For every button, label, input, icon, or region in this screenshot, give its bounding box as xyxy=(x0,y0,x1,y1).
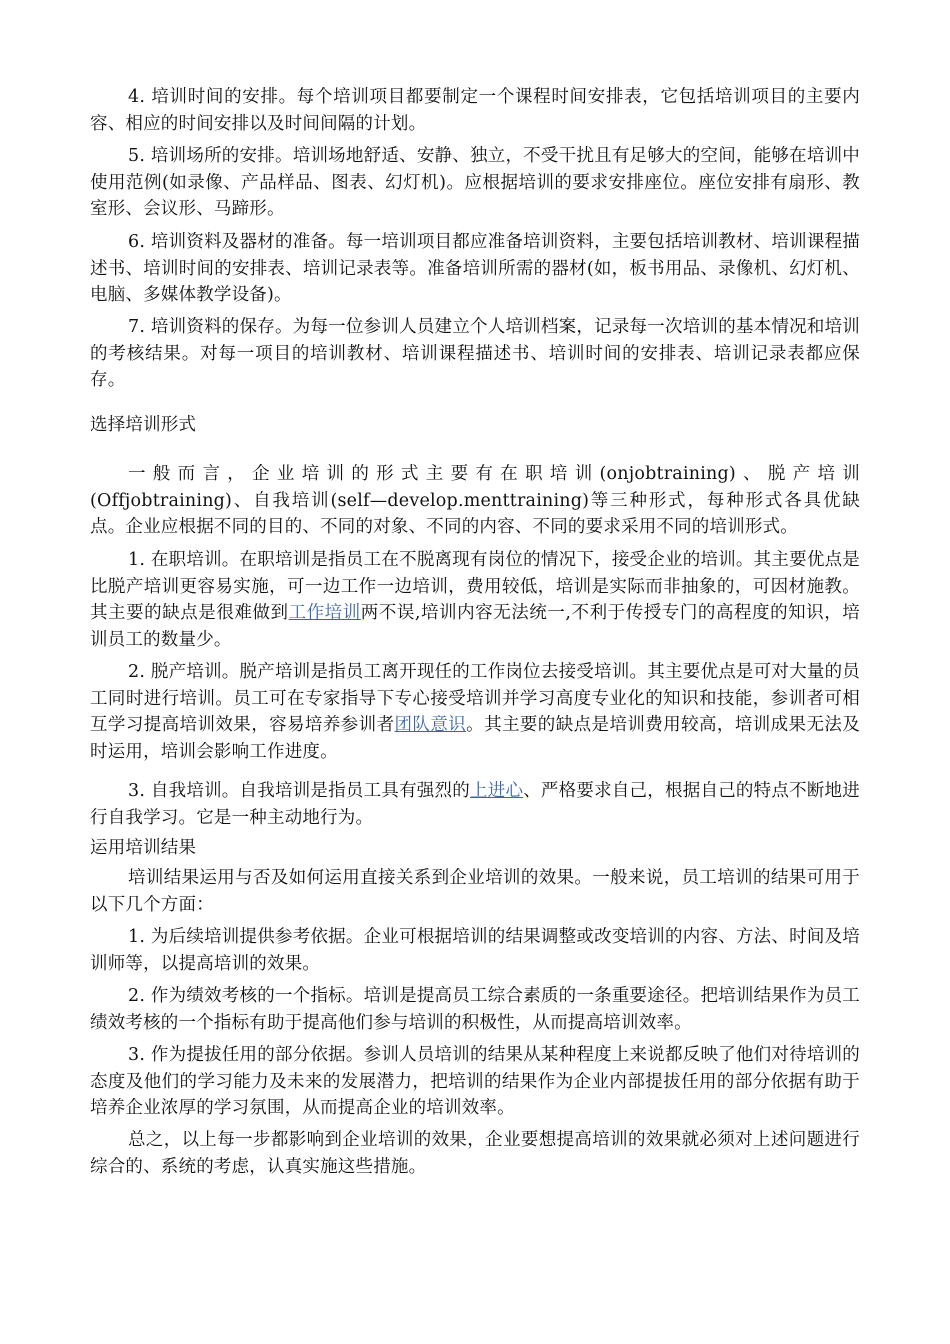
text-segment: 。其主要的缺点是培训费用较高，培训成果无法及时运用，培训会影响工作进度。 xyxy=(90,715,860,762)
paragraph-results-item-1: 1. 为后续培训提供参考依据。企业可根据培训的结果调整或改变培训的内容、方法、时间及培训师等，以提高培训的效果。 xyxy=(90,927,860,974)
intro-first-line: 一般而言，企业培训的形式主要有在职培训(onjobtraining)、脱产培训 xyxy=(128,464,860,484)
paragraph-item-5: 5. 培训场所的安排。培训场地舒适、安静、独立，不受干扰且有足够大的空间，能够在培训中使用范例(如录像、产品样品、图表、幻灯机)。应根据培训的要求安排座位。座位安排有扇形、教室形、会议形、马蹄形。 xyxy=(90,146,860,219)
paragraph-apply-results-intro: 培训结果运用与否及如何运用直接关系到企业培训的效果。一般来说，员工培训的结果可用于以下几个方面： xyxy=(90,868,860,915)
text-segment: 1. 在职培训。在职培训是指员工在不脱离现有岗位的情况下，接受企业的培训。其主要优点是比脱产培训更容易实施，可一边工作一边培训，费用较低，培训是实际而非抽象的，可因材施教。其主要的缺点是很难做到 xyxy=(90,550,860,623)
link-team-awareness[interactable]: 团队意识 xyxy=(394,715,467,735)
section-heading-training-forms: 选择培训形式 xyxy=(90,415,197,435)
intro-remaining-text: (Offjobtraining)、自我培训(self—develop.menttraining)等三种形式，每种形式各具优缺点。企业应根据不同的目的、不同的对象、不同的内容、不同的要求采用不同的培训形式。 xyxy=(90,490,860,537)
paragraph-training-forms-intro xyxy=(90,461,860,541)
paragraph-self-training xyxy=(90,778,860,831)
paragraph-results-item-3: 3. 作为提拔任用的部分依据。参训人员培训的结果从某种程度上来说都反映了他们对待培训的态度及他们的学习能力及未来的发展潜力，把培训的结果作为企业内部提拔任用的部分依据有助于培养企业浓厚的学习氛围，从而提高企业的培训效率。 xyxy=(90,1045,860,1118)
link-ambition[interactable]: 上进心 xyxy=(470,781,524,801)
paragraph-off-job-training xyxy=(90,659,860,765)
text-segment: 3. 自我培训。自我培训是指员工具有强烈的 xyxy=(128,781,470,801)
paragraph-on-job-training xyxy=(90,547,860,653)
paragraph-results-item-2: 2. 作为绩效考核的一个指标。培训是提高员工综合素质的一条重要途径。把培训结果作为员工绩效考核的一个指标有助于提高他们参与培训的积极性，从而提高培训效率。 xyxy=(90,986,860,1033)
paragraph-item-7: 7. 培训资料的保存。为每一位参训人员建立个人培训档案，记录每一次培训的基本情况和培训的考核结果。对每一项目的培训教材、培训课程描述书、培训时间的安排表、培训记录表都应保存。 xyxy=(90,317,860,390)
text-segment: 2. 脱产培训。脱产培训是指员工离开现任的工作岗位去接受培训。其主要优点是可对大量的员工同时进行培训。员工可在专家指导下专心接受培训并学习高度专业化的知识和技能，参训者可相互学习提高培训效果，容易培养参训者 xyxy=(90,662,860,735)
link-work-training[interactable]: 工作培训 xyxy=(288,603,361,623)
text-segment: 两不误,培训内容无法统一,不利于传授专门的高程度的知识，培训员工的数量少。 xyxy=(90,603,860,650)
section-heading-apply-results: 运用培训结果 xyxy=(90,838,197,858)
paragraph-conclusion: 总之，以上每一步都影响到企业培训的效果，企业要想提高培训的效果就必须对上述问题进行综合的、系统的考虑，认真实施这些措施。 xyxy=(90,1130,860,1177)
paragraph-item-6: 6. 培训资料及器材的准备。每一培训项目都应准备培训资料，主要包括培训教材、培训课程描述书、培训时间的安排表、培训记录表等。准备培训所需的器材(如，板书用品、录像机、幻灯机、电脑、多媒体教学设备)。 xyxy=(90,232,860,305)
paragraph-item-4: 4. 培训时间的安排。每个培训项目都要制定一个课程时间安排表，它包括培训项目的主要内容、相应的时间安排以及时间间隔的计划。 xyxy=(90,87,860,134)
text-segment: 、严格要求自己，根据自己的特点不断地进行自我学习。它是一种主动地行为。 xyxy=(90,781,860,828)
